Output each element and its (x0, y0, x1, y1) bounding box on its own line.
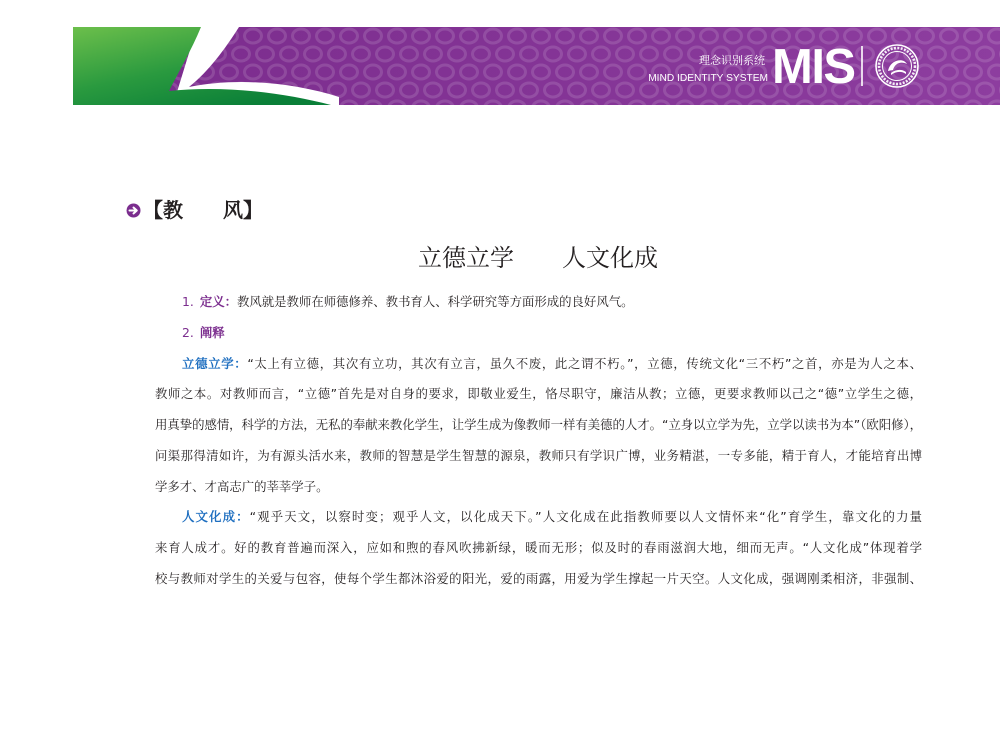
definition-label: 定义： (199, 294, 237, 309)
arrow-circle-icon (126, 203, 141, 218)
explanation-number: 2. (182, 324, 194, 340)
paragraph-1-line-3 (155, 410, 922, 441)
brand-subtitle-en: MIND IDENTITY SYSTEM (648, 73, 768, 84)
paragraph-2-line-3 (155, 564, 922, 595)
brand-abbreviation: MIS (772, 40, 855, 94)
explanation-label: 阐释 (199, 324, 225, 340)
paragraph-2-term: 人文化成： (182, 509, 250, 525)
paragraph-1-line-1 (155, 349, 922, 380)
body-text (155, 287, 922, 595)
section-title: 【教 风】 (143, 198, 263, 222)
brand-subtitle-cn: 理念识别系统 (699, 54, 765, 67)
paragraph-1-text-5: 学多才、才高志广的莘莘学子。 (155, 478, 329, 494)
paragraph-2-text-1: “观乎天文，以察时变；观乎人文，以化成天下。”人文化成在此指教师要以人文情怀来“化”育学生，靠文化的力量 (249, 509, 924, 525)
paragraph-2-text-3: 校与教师对学生的关爱与包容，使每个学生都沐浴爱的阳光，爱的雨露，用爱为学生撑起一片天空。人文化成，强调刚柔相济，非强制、 (155, 570, 923, 586)
paragraph-1-text-4: 问渠那得清如许，为有源头活水来，教师的智慧是学生智慧的源泉，教师只有学识广博，业务精湛，一专多能，精于育人，才能培育出博 (155, 447, 923, 463)
definition-line (155, 287, 922, 318)
paragraph-1-text-1: “太上有立德，其次有立功，其次有立言，虽久不废，此之谓不朽。”，立德，传统文化“三不朽”之首，亦是为人之本、 (247, 355, 923, 371)
paragraph-1-text-2: 教师之本。对教师而言，“立德”首先是对自身的要求，即敬业爱生，恪尽职守，廉洁从教；立德，更要求教师以己之“德”立学生之德， (155, 386, 923, 402)
paragraph-2-line-1 (155, 502, 922, 533)
motto-title: 立德立学 人文化成 (418, 244, 658, 272)
paragraph-1-text-3: 用真挚的感情，科学的方法，无私的奉献来教化学生，让学生成为像教师一样有美德的人才。“立身以立学为先，立学以读书为本”（欧阳修）， (155, 417, 922, 432)
explanation-line (155, 318, 922, 349)
header-banner (73, 27, 1000, 105)
paragraph-1-line-2 (155, 379, 922, 410)
paragraph-1-line-5 (155, 472, 922, 503)
definition-number: 1. (182, 294, 194, 309)
definition-text: 教风就是教师在师德修养、教书育人、科学研究等方面形成的良好风气。 (237, 294, 634, 309)
paragraph-2-line-2 (155, 533, 922, 564)
paragraph-1-term: 立德立学： (182, 355, 248, 371)
paragraph-1-line-4 (155, 441, 922, 472)
paragraph-2-text-2: 来育人成才。好的教育普遍而深入，应如和煦的春风吹拂新绿，暖而无形；似及时的春雨滋润大地，细而无声。“人文化成”体现着学 (155, 540, 923, 555)
